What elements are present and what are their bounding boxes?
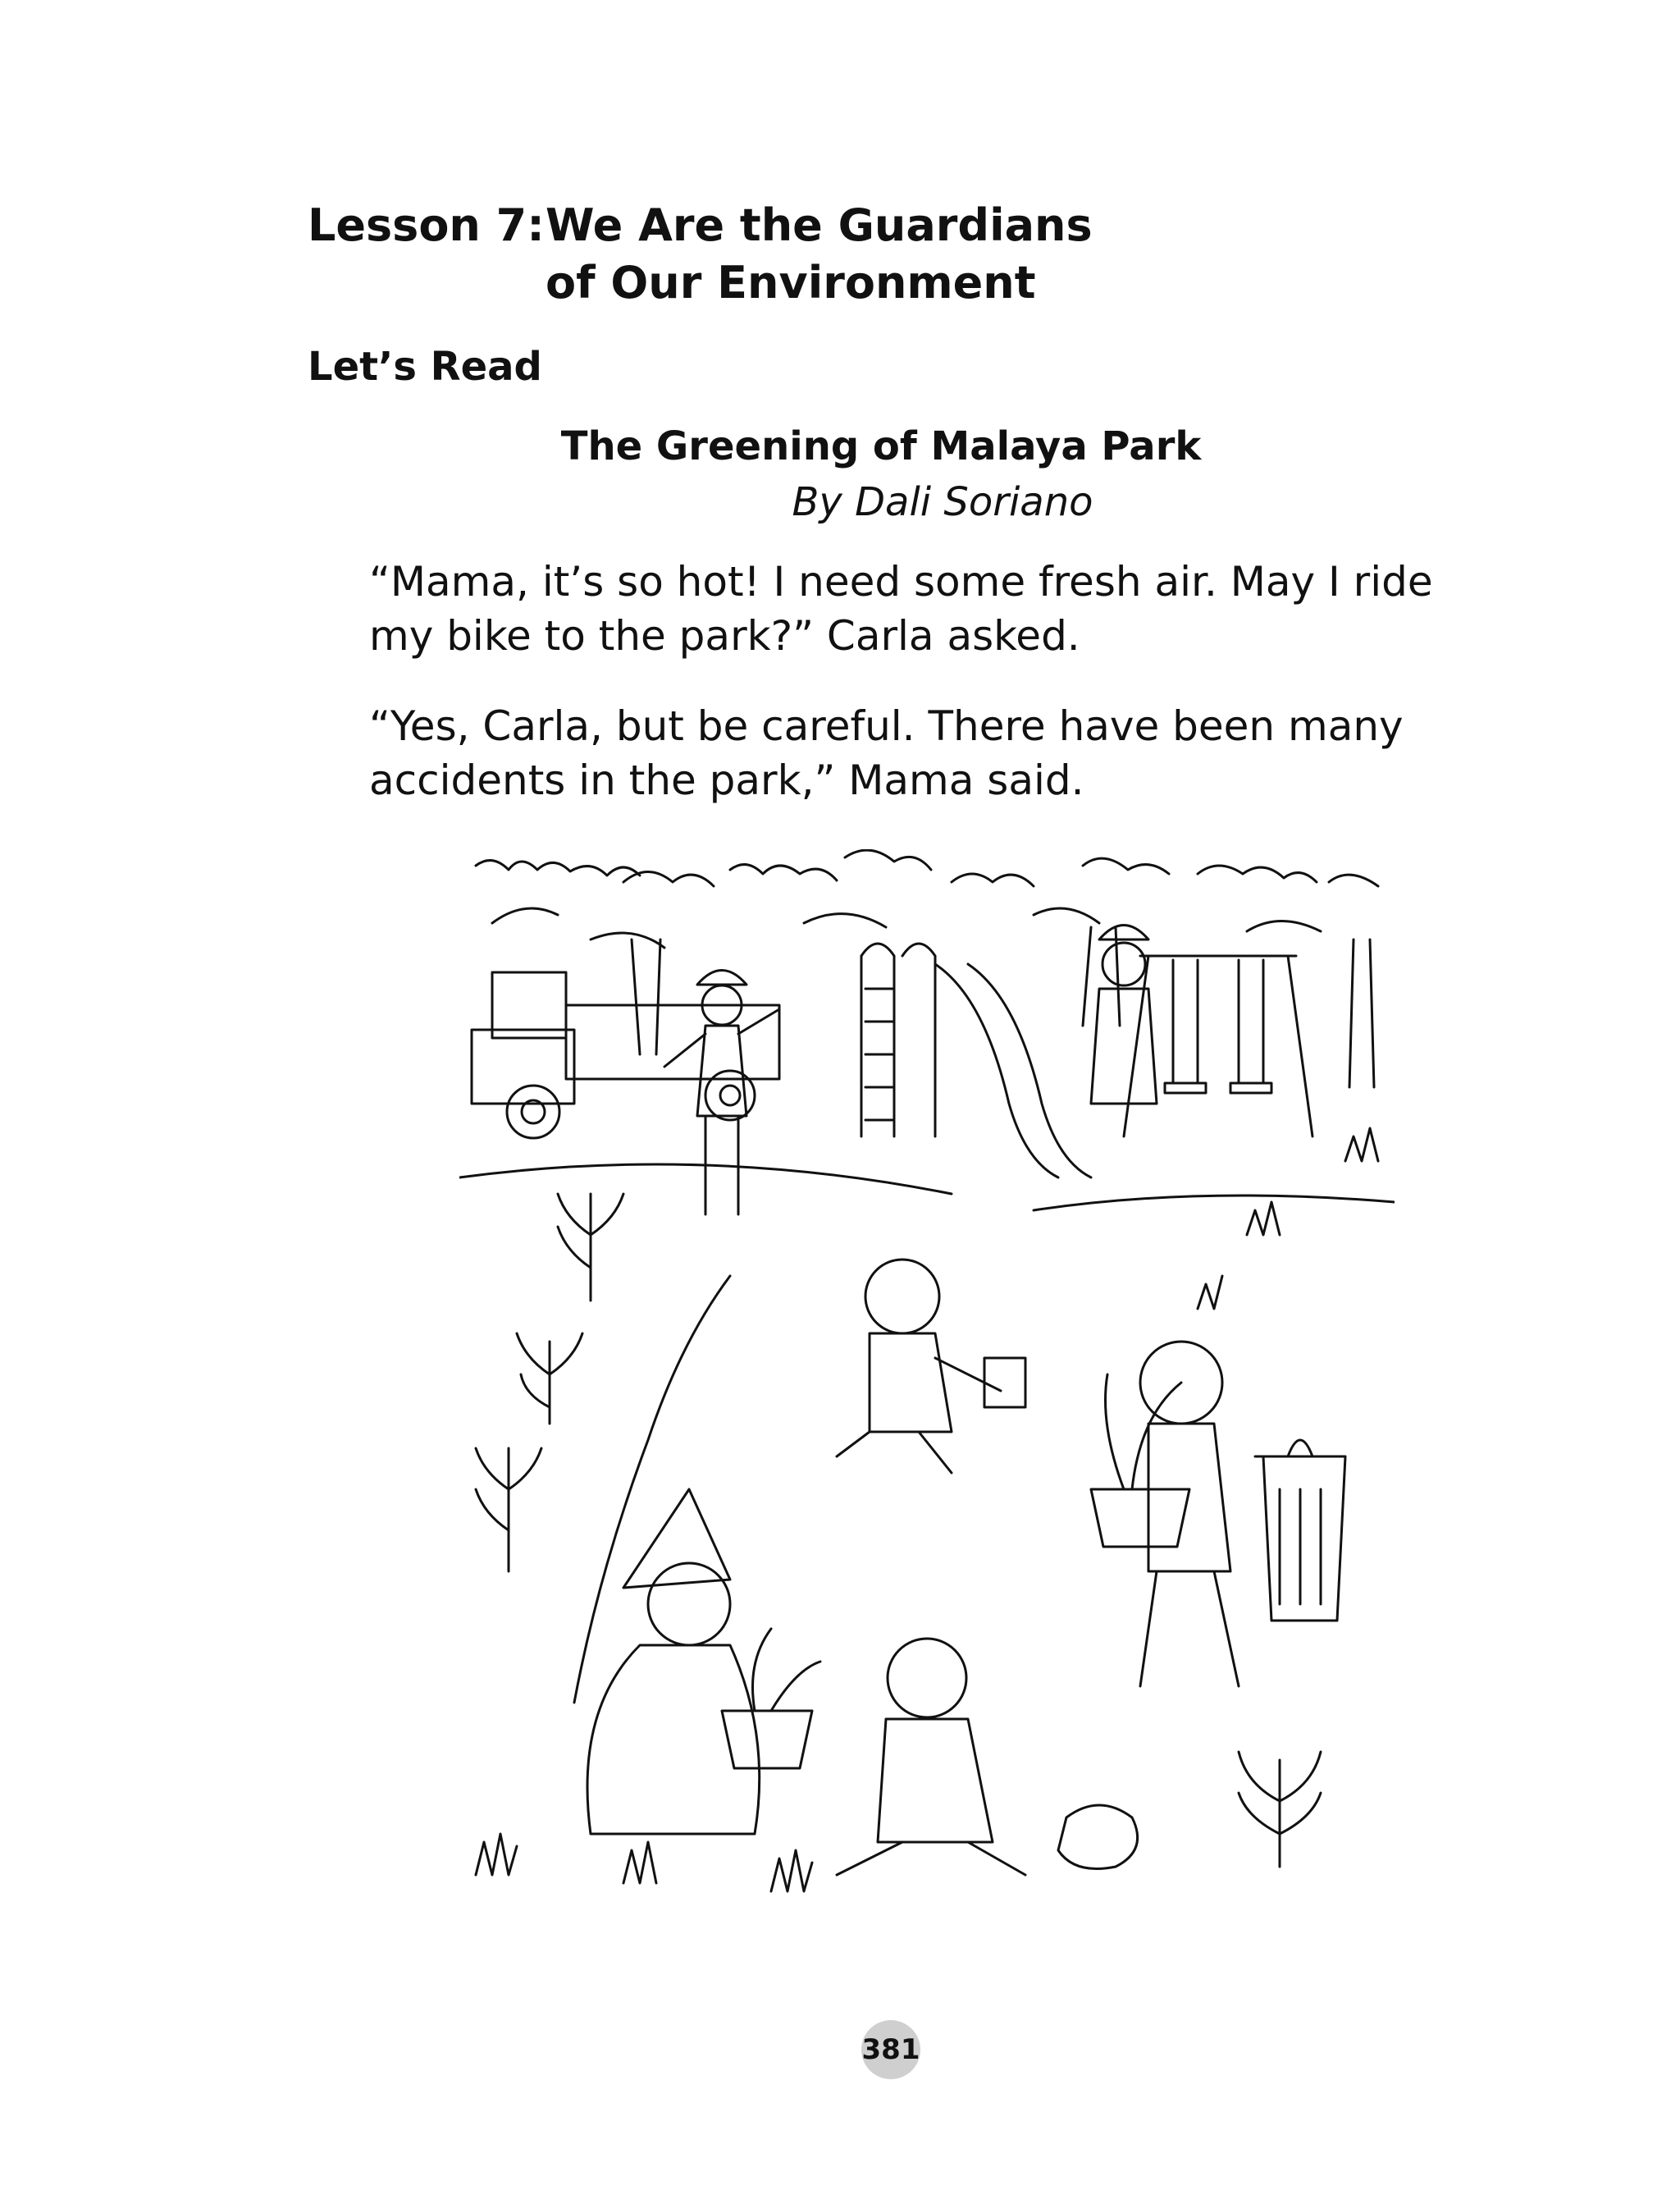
page-number: 381: [861, 2020, 920, 2079]
section-label: Let’s Read: [308, 344, 542, 390]
story-title: The Greening of Malaya Park: [560, 423, 1202, 469]
lesson-title-line-1: We Are the Guardians: [546, 199, 1093, 251]
story-author: By Dali Soriano: [792, 479, 1093, 525]
lesson-label: Lesson 7:: [308, 199, 545, 251]
lesson-title: [546, 197, 1284, 312]
story-paragraph-2: “Yes, Carla, but be careful. There have been many accidents in the park,” Mama said.: [369, 702, 1404, 804]
story-paragraph-1: “Mama, it’s so hot! I need some fresh air. May I ride my bike to the park?” Carla asked.: [369, 558, 1433, 660]
lesson-title-line-2: of Our Environment: [546, 257, 1036, 309]
park-tree-planting-illustration: [459, 849, 1395, 1957]
